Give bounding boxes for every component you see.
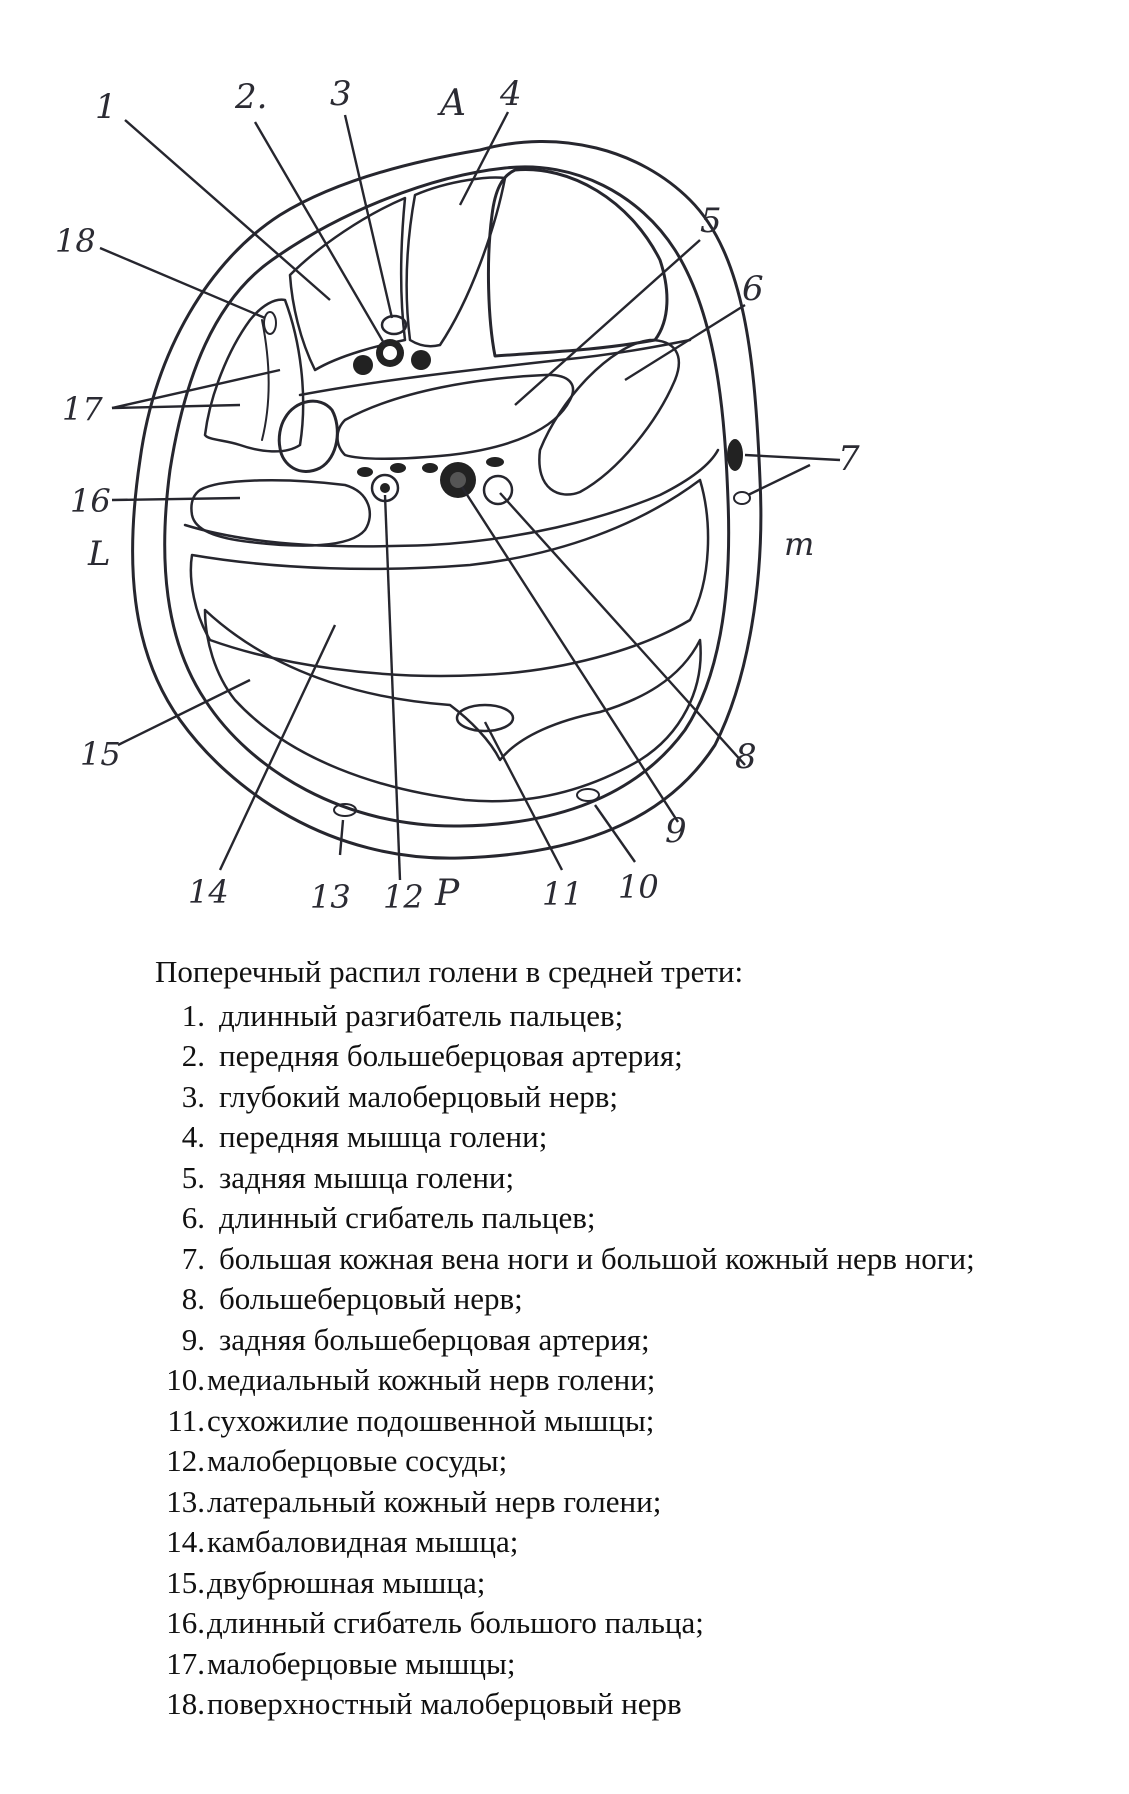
anterior-tibial-vein-left xyxy=(353,355,373,375)
label-7: 7 xyxy=(838,439,860,479)
legend-item xyxy=(155,1563,1115,1604)
legend-item xyxy=(155,1036,1115,1077)
legend-item xyxy=(155,996,1115,1037)
legend-item xyxy=(155,1320,1115,1361)
legend-title: Поперечный распил голени в средней трети: xyxy=(155,954,744,989)
label-anterior: A xyxy=(440,83,466,124)
legend-item-text: медиальный кожный нерв голени; xyxy=(207,1362,656,1397)
legend-item xyxy=(155,1239,1115,1280)
legend-item xyxy=(155,1117,1115,1158)
legend-item-text: латеральный кожный нерв голени; xyxy=(207,1483,662,1519)
label-2: 2. xyxy=(235,77,268,117)
anterior-tibial-artery-lumen xyxy=(383,346,397,360)
peroneal-septum xyxy=(262,320,269,440)
peroneal-artery-lumen xyxy=(380,483,390,493)
legend-item-text: глубокий малоберцовый нерв; xyxy=(219,1078,618,1114)
legend-item xyxy=(155,1360,1115,1401)
legend-item-number: 14. xyxy=(166,1524,205,1559)
legend-item xyxy=(155,1401,1115,1442)
label-12: 12 xyxy=(383,878,424,916)
legend-item xyxy=(155,1644,1115,1685)
legend-item-number: 12. xyxy=(166,1443,205,1478)
legend-item xyxy=(155,1684,1115,1725)
legend-item-number: 7. xyxy=(181,1240,205,1276)
tibia-bone xyxy=(488,170,667,356)
legend-item-number: 3. xyxy=(181,1078,205,1114)
label-posterior: P xyxy=(435,873,460,914)
legend-item-text: передняя большеберцовая артерия; xyxy=(219,1038,683,1073)
tibial-nerve xyxy=(484,476,512,504)
legend-item-number: 4. xyxy=(181,1119,205,1154)
legend-item-text: малоберцовые мышцы; xyxy=(207,1645,516,1681)
legend-item-number: 13. xyxy=(166,1483,205,1519)
label-16: 16 xyxy=(70,482,111,520)
legend-item xyxy=(155,1441,1115,1482)
legend-item-number: 15. xyxy=(166,1564,205,1600)
legend-item-number: 10. xyxy=(166,1362,205,1397)
label-13: 13 xyxy=(310,878,351,916)
legend-item-text: малоберцовые сосуды; xyxy=(207,1443,508,1478)
legend-item-text: камбаловидная мышца; xyxy=(207,1524,519,1559)
posterior-tibial-vein-b xyxy=(486,457,504,467)
legend-item-text: двубрюшная мышца; xyxy=(207,1564,486,1600)
posterior-tibial-artery-lumen xyxy=(450,472,466,488)
flexor-hallucis-longus-muscle xyxy=(191,480,369,545)
legend-item-text: длинный сгибатель пальцев; xyxy=(219,1200,596,1235)
soleus-muscle xyxy=(191,480,708,676)
label-9: 9 xyxy=(665,811,687,851)
legend-item-number: 9. xyxy=(181,1321,205,1357)
posterior-tibial-vein-a xyxy=(422,463,438,473)
great-saphenous-vein xyxy=(727,439,743,471)
peroneal-vein-a xyxy=(357,467,373,477)
legend-item-number: 5. xyxy=(181,1159,205,1195)
legend-item-text: большеберцовый нерв; xyxy=(219,1281,523,1316)
legend-item-number: 11. xyxy=(167,1402,205,1438)
label-15: 15 xyxy=(80,735,121,773)
label-17: 17 xyxy=(62,390,103,428)
anterior-tibial-vein-right xyxy=(411,350,431,370)
label-4: 4 xyxy=(500,74,522,114)
label-11: 11 xyxy=(542,875,583,913)
legend-item xyxy=(155,1198,1115,1239)
legend-item-text: задняя большеберцовая артерия; xyxy=(219,1321,650,1357)
legend-item-number: 6. xyxy=(181,1200,205,1235)
legend-list xyxy=(155,996,1115,1725)
legend-item-text: длинный сгибатель большого пальца; xyxy=(207,1605,704,1640)
label-lateral: L xyxy=(88,534,111,574)
label-3: 3 xyxy=(330,74,352,114)
legend-item-text: задняя мышца голени; xyxy=(219,1159,515,1195)
label-5: 5 xyxy=(700,201,722,241)
label-14: 14 xyxy=(188,873,229,911)
legend-item-text: поверхностный малоберцовый нерв xyxy=(207,1686,682,1721)
legend-item xyxy=(155,1077,1115,1118)
label-8: 8 xyxy=(735,737,757,777)
label-1: 1 xyxy=(95,87,117,127)
label-6: 6 xyxy=(742,269,764,309)
label-medial: m xyxy=(784,525,815,563)
legend-item-number: 8. xyxy=(181,1281,205,1316)
legend-item-number: 17. xyxy=(166,1645,205,1681)
tibialis-posterior-muscle xyxy=(338,375,573,459)
legend xyxy=(155,952,1115,1725)
legend-item xyxy=(155,1482,1115,1523)
superficial-peroneal-nerve xyxy=(264,312,276,334)
fibula-bone xyxy=(279,401,337,471)
legend-item xyxy=(155,1603,1115,1644)
saphenous-nerve xyxy=(734,492,750,504)
legend-item-text: длинный разгибатель пальцев; xyxy=(219,997,624,1033)
legend-item-text: сухожилие подошвенной мышцы; xyxy=(207,1402,655,1438)
legend-item-number: 16. xyxy=(166,1605,205,1640)
label-10: 10 xyxy=(618,868,659,906)
label-18: 18 xyxy=(55,222,96,260)
legend-item xyxy=(155,1522,1115,1563)
fascia-inner-contour xyxy=(165,167,729,826)
medial-cutaneous-nerve xyxy=(577,789,599,801)
legend-item-text: передняя мышца голени; xyxy=(219,1119,548,1154)
legend-item xyxy=(155,1158,1115,1199)
legend-item-text: большая кожная вена ноги и большой кожный нерв ноги; xyxy=(219,1240,975,1276)
legend-item-number: 18. xyxy=(166,1686,205,1721)
legend-item-number: 1. xyxy=(181,997,205,1033)
legend-item-number: 2. xyxy=(181,1038,205,1073)
peroneal-vein-b xyxy=(390,463,406,473)
legend-item xyxy=(155,1279,1115,1320)
